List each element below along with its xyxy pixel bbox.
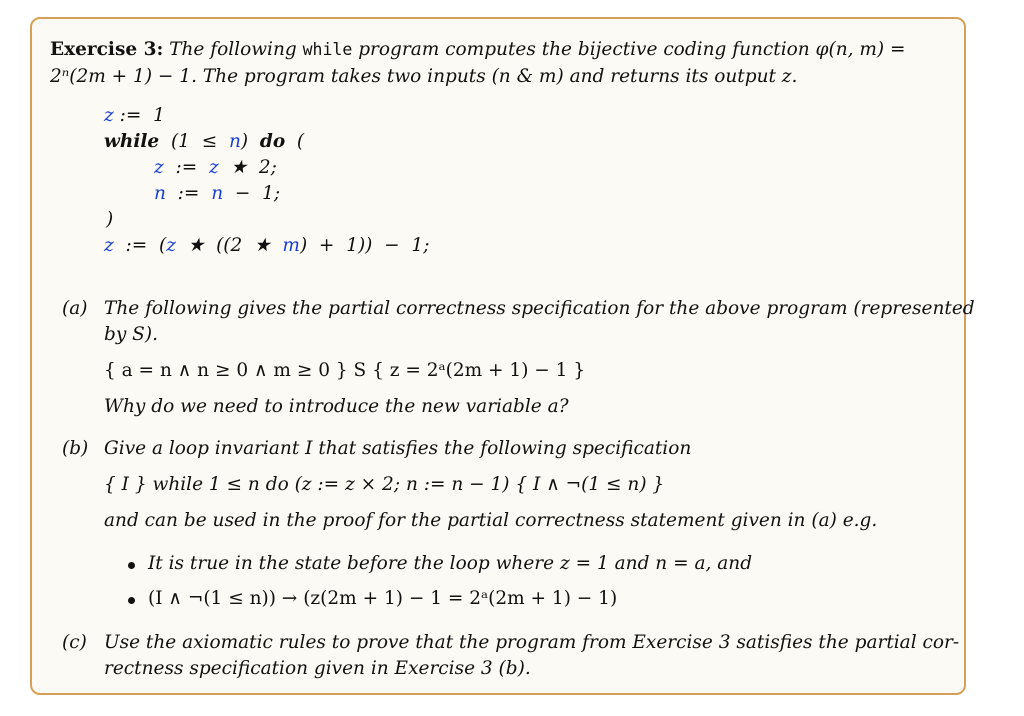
var-z: z	[166, 235, 176, 256]
exercise-heading-line1	[50, 39, 906, 60]
var-z: z	[154, 157, 164, 178]
part-b-bullet-1: It is true in the state before the loop where z = 1 and n = a, and	[148, 553, 753, 574]
var-z: z	[209, 157, 219, 178]
bullet-dot	[128, 562, 135, 569]
code-text: (1 ≤	[159, 131, 229, 152]
exercise-heading-line2: 2ⁿ(2m + 1) − 1. The program takes two inputs (n & m) and returns its output z.	[50, 66, 798, 87]
code-text: ★ ((2 ★	[175, 235, 283, 256]
part-b-label: (b)	[62, 438, 89, 459]
while-keyword: while	[302, 40, 353, 59]
code-text: (	[285, 131, 305, 152]
var-z: z	[104, 105, 114, 126]
part-b-text-1: Give a loop invariant I that satisfies the following specification	[104, 438, 692, 459]
code-text: ) + 1)) − 1;	[299, 235, 430, 256]
part-b-bullet-2: (I ∧ ¬(1 ≤ n)) → (z(2m + 1) − 1 = 2ᵃ(2m + 1) − 1)	[148, 588, 618, 609]
var-z: z	[104, 235, 114, 256]
var-n: n	[154, 183, 166, 204]
code-text: := (	[113, 235, 167, 256]
exercise-label: Exercise 3:	[50, 39, 164, 60]
code-text: := 1	[113, 105, 165, 126]
code-text: :=	[163, 157, 210, 178]
part-b-spec: { I } while 1 ≤ n do (z := z × 2; n := n − 1) { I ∧ ¬(1 ≤ n) }	[104, 474, 665, 495]
code-line-3	[154, 157, 277, 178]
part-a-text-1: The following gives the partial correctness specification for the above program (represented	[104, 298, 975, 319]
code-line-1	[104, 105, 165, 126]
code-line-2	[104, 131, 304, 152]
var-n: n	[228, 131, 241, 152]
part-a-text-2: by S).	[104, 324, 158, 345]
do-kw: do	[259, 131, 286, 152]
exercise-intro-a: The following	[169, 39, 297, 60]
var-m: m	[282, 235, 300, 256]
code-line-6	[104, 235, 429, 256]
code-line-4	[154, 183, 280, 204]
code-text: )	[240, 131, 260, 152]
code-line-5: )	[106, 209, 114, 230]
part-c-text-2: rectness specification given in Exercise 3 (b).	[104, 658, 531, 679]
while-kw: while	[104, 131, 160, 152]
part-b-text-2: and can be used in the proof for the partial correctness statement given in (a) e.g.	[104, 510, 878, 531]
bullet-dot	[128, 597, 135, 604]
part-a-question: Why do we need to introduce the new variable a?	[104, 396, 569, 417]
part-c-label: (c)	[62, 632, 87, 653]
code-text: ★ 2;	[218, 157, 277, 178]
part-a-label: (a)	[62, 298, 88, 319]
exercise-intro-b: program computes the bijective coding function φ(n, m) =	[358, 39, 906, 60]
code-text: − 1;	[223, 183, 281, 204]
code-text: :=	[165, 183, 212, 204]
var-n: n	[211, 183, 224, 204]
part-a-spec: { a = n ∧ n ≥ 0 ∧ m ≥ 0 } S { z = 2ᵃ(2m + 1) − 1 }	[104, 360, 586, 381]
part-c-text-1: Use the axiomatic rules to prove that the program from Exercise 3 satisfies the partial cor-	[104, 632, 960, 653]
